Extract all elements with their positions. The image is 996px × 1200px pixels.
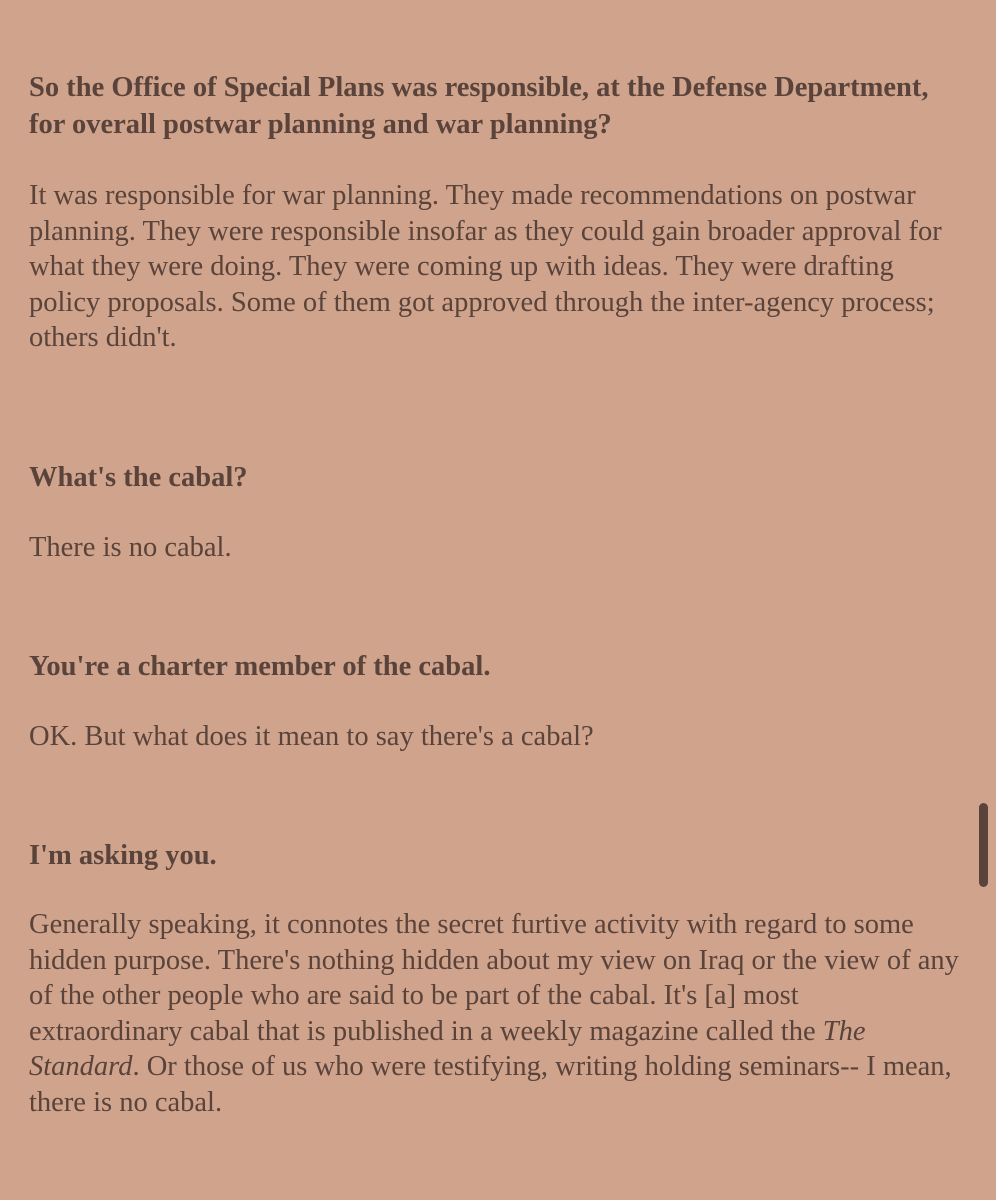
answer-3: OK. But what does it mean to say there's a cabal? bbox=[29, 721, 594, 752]
answer-4 bbox=[29, 907, 959, 1120]
question-4: I'm asking you. bbox=[29, 840, 217, 871]
question-3: You're a charter member of the cabal. bbox=[29, 651, 491, 682]
question-1: So the Office of Special Plans was responsible, at the Defense Department, for overall postwar planning and war planning? bbox=[29, 72, 929, 140]
question-2: What's the cabal? bbox=[29, 462, 248, 493]
answer-2: There is no cabal. bbox=[29, 532, 232, 563]
answer-1: It was responsible for war planning. They made recommendations on postwar planning. They were responsible insofar as they could gain broader approval for what they were doing. They were coming up with ideas. They were drafting policy proposals. Some of them got approved through the inter-agency process; others didn't. bbox=[29, 180, 942, 353]
scrollbar-thumb[interactable] bbox=[979, 803, 988, 887]
magazine-title: The Standard bbox=[29, 1015, 866, 1082]
answer-4-text-start: Generally speaking, it connotes the secret furtive activity with regard to some hidden purpose. There's nothing hidden about my view on Iraq or the view of any of the other people who are said to be part of the cabal. It's [a] most extraordinary cabal that is published in a weekly magazine called the bbox=[29, 909, 959, 1047]
answer-4-text-end: . Or those of us who were testifying, writing holding seminars-- I mean, there is no cabal. bbox=[29, 1051, 952, 1118]
